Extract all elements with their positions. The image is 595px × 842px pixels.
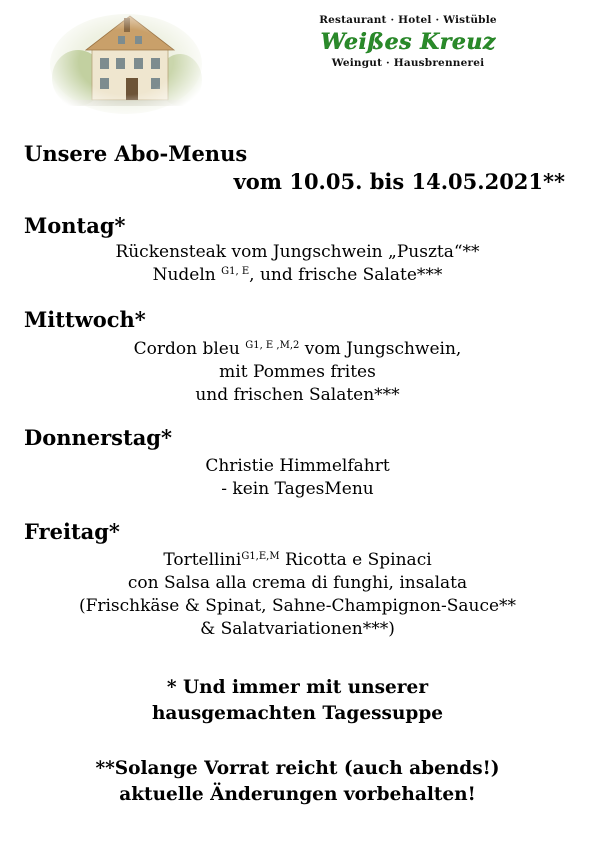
dish-text: Ricotta e Spinaci — [279, 550, 432, 570]
dish-line: - kein TagesMenu — [221, 479, 374, 499]
dish-line: con Salsa alla crema di funghi, insalata — [127, 573, 468, 593]
dish-text: , und frische Salate*** — [249, 265, 443, 285]
dish-text: Cordon bleu — [133, 339, 246, 359]
menu-title: Unsere Abo-Menus — [24, 141, 248, 166]
dish-line: Christie Himmelfahrt — [205, 456, 390, 476]
dish-line: mit Pommes frites — [219, 362, 376, 382]
soup-note-line: * Und immer mit unserer — [166, 677, 429, 698]
dish-text: vom Jungschwein, — [299, 339, 462, 359]
allergen-codes: G1,E,M — [241, 551, 280, 562]
dish-line — [0, 264, 595, 287]
availability-note-line: **Solange Vorrat reicht (auch abends!) — [95, 758, 500, 779]
day-heading-donnerstag: Donnerstag* — [24, 425, 172, 450]
dish-line — [0, 338, 595, 361]
dish-freitag — [0, 549, 595, 641]
date-range: vom 10.05. bis 14.05.2021** — [233, 169, 565, 194]
dish-montag — [0, 241, 595, 287]
dish-text: Nudeln — [152, 265, 222, 285]
brand-tagline-top: Restaurant · Hotel · Wistüble — [319, 14, 497, 26]
brand-logo — [300, 14, 516, 70]
day-heading-mittwoch: Mittwoch* — [24, 307, 146, 332]
allergen-codes: G1, E — [221, 266, 250, 277]
soup-note — [0, 675, 595, 727]
soup-note-line: hausgemachten Tagessuppe — [151, 703, 444, 724]
availability-note — [0, 756, 595, 808]
availability-note-line: aktuelle Änderungen vorbehalten! — [119, 784, 476, 805]
allergen-codes: G1, E ,M,2 — [245, 340, 300, 351]
dish-line: (Frischkäse & Spinat, Sahne-Champignon-Sauce** — [78, 596, 517, 616]
dish-mittwoch — [0, 338, 595, 407]
day-heading-freitag: Freitag* — [24, 519, 120, 544]
dish-text: Tortellini — [163, 550, 242, 570]
dish-donnerstag — [0, 455, 595, 501]
day-heading-montag: Montag* — [24, 213, 126, 238]
restaurant-building-logo — [48, 8, 204, 116]
dish-line: und frischen Salaten*** — [195, 385, 400, 405]
brand-tagline-bottom: Weingut · Hausbrennerei — [331, 57, 485, 69]
dish-line: & Salatvariationen***) — [200, 619, 395, 639]
brand-name: Weißes Kreuz — [320, 29, 496, 55]
dish-line — [0, 549, 595, 572]
dish-line: Rückensteak vom Jungschwein „Puszta“** — [115, 242, 480, 262]
